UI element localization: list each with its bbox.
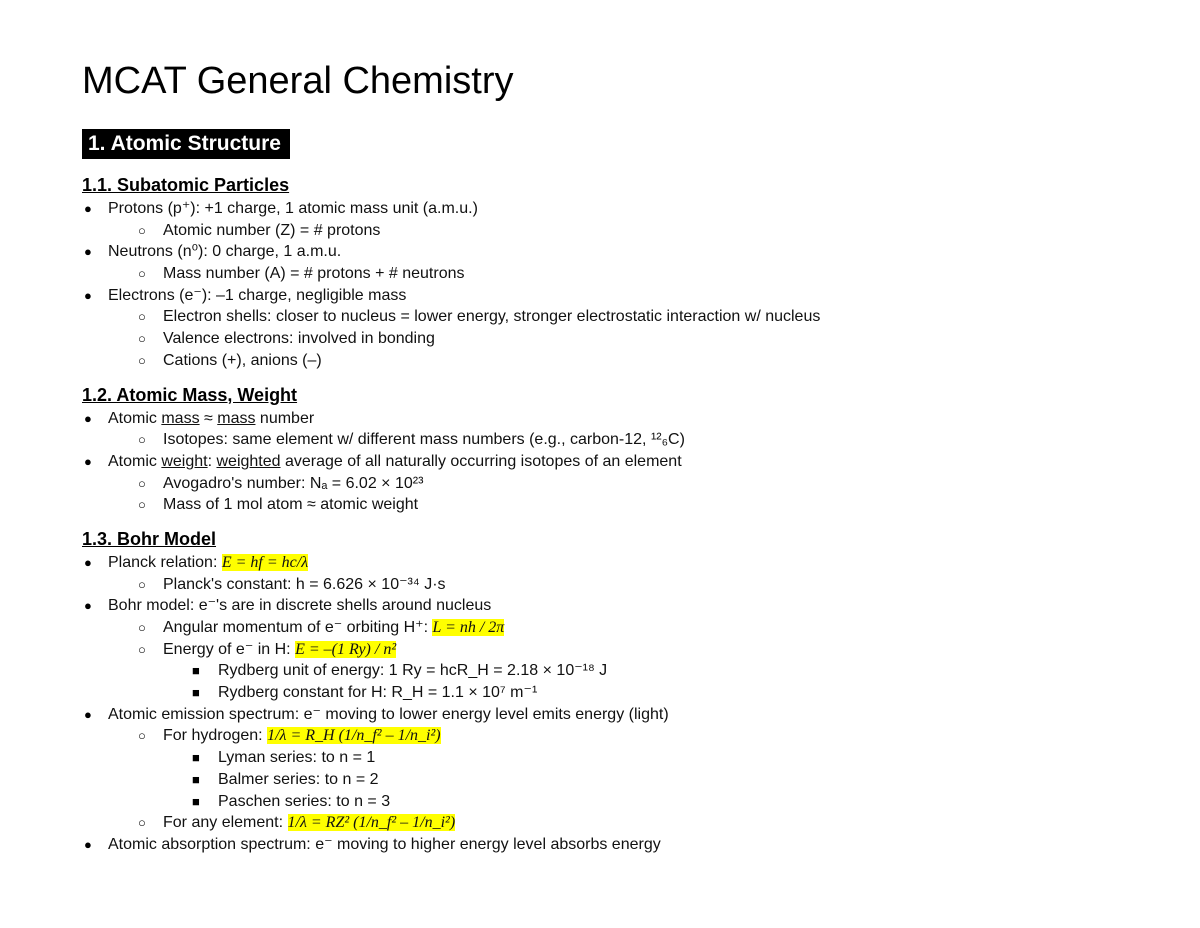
bullet-icon: ● [84, 201, 92, 216]
list-item: ○ For hydrogen: 1/λ = R_H (1/n_f² – 1/n_i²) [82, 725, 1182, 747]
list-item: ■ Rydberg unit of energy: 1 Ry = hcR_H = 2.18 × 10⁻¹⁸ J [82, 660, 1182, 682]
subheading-atomic-mass-weight: 1.2. Atomic Mass, Weight [82, 384, 298, 405]
list-item: ● Bohr model: e⁻'s are in discrete shells around nucleus [82, 595, 1182, 617]
list-atomic-mass-weight [82, 408, 1182, 516]
square-bullet-icon: ■ [192, 750, 200, 766]
bullet-icon: ● [84, 706, 92, 722]
list-item: ○ Mass number (A) = # protons + # neutrons [82, 263, 1182, 285]
highlighted-equation: E = hf = hc/λ [221, 553, 309, 571]
square-bullet-icon: ■ [192, 663, 200, 679]
list-item: ○ Isotopes: same element w/ different mass numbers (e.g., carbon-12, ¹²₆C) [82, 429, 1182, 451]
subheading-bohr-model: 1.3. Bohr Model [82, 528, 217, 549]
list-item: ○ Atomic number (Z) = # protons [82, 220, 1182, 242]
page-title: MCAT General Chemistry [82, 60, 514, 102]
circle-bullet-icon: ○ [138, 641, 146, 657]
list-item: ● Neutrons (n⁰): 0 charge, 1 a.m.u. [82, 241, 1182, 263]
circle-bullet-icon: ○ [138, 620, 146, 635]
circle-bullet-icon: ○ [138, 815, 146, 831]
highlighted-equation: 1/λ = RZ² (1/n_f² – 1/n_i²) [287, 814, 456, 832]
list-item: ○ Angular momentum of e⁻ orbiting H⁺: L = nh / 2π [82, 617, 1182, 639]
list-item: ■ Lyman series: to n = 1 [82, 747, 1182, 769]
list-item: ○ Cations (+), anions (–) [82, 350, 1182, 372]
list-item: ● Atomic absorption spectrum: e⁻ moving to higher energy level absorbs energy [82, 834, 1182, 856]
circle-bullet-icon: ○ [138, 728, 146, 744]
bullet-icon: ● [84, 598, 92, 614]
circle-bullet-icon: ○ [138, 475, 146, 491]
highlighted-equation: E = –(1 Ry) / n² [295, 640, 397, 658]
list-bohr-model [82, 552, 1182, 856]
highlighted-equation: 1/λ = R_H (1/n_f² – 1/n_i²) [267, 727, 441, 745]
list-item: ● Atomic emission spectrum: e⁻ moving to lower energy level emits energy (light) [82, 704, 1182, 726]
list-item: ○ Electron shells: closer to nucleus = lower energy, stronger electrostatic interaction w/ nucleus [82, 306, 1182, 328]
square-bullet-icon: ■ [192, 685, 200, 701]
list-item: ■ Paschen series: to n = 3 [82, 791, 1182, 813]
bullet-icon: ● [84, 453, 92, 469]
list-item: ● Protons (p⁺): +1 charge, 1 atomic mass unit (a.m.u.) [82, 198, 1182, 220]
list-item: ■ Balmer series: to n = 2 [82, 769, 1182, 791]
circle-bullet-icon: ○ [138, 222, 146, 238]
highlighted-equation: L = nh / 2π [432, 619, 505, 636]
bullet-icon: ● [84, 410, 92, 426]
list-item: ○ Mass of 1 mol atom ≈ atomic weight [82, 494, 1182, 516]
circle-bullet-icon: ○ [138, 331, 146, 347]
list-subatomic-particles [82, 198, 1182, 372]
bullet-icon: ● [84, 287, 92, 303]
list-item: ○ Planck's constant: h = 6.626 × 10⁻³⁴ J·s [82, 574, 1182, 596]
subheading-subatomic-particles: 1.1. Subatomic Particles [82, 175, 290, 195]
list-item: ● Electrons (e⁻): –1 charge, negligible mass [82, 285, 1182, 307]
circle-bullet-icon: ○ [138, 576, 146, 592]
circle-bullet-icon: ○ [138, 497, 146, 513]
circle-bullet-icon: ○ [138, 432, 146, 448]
bullet-icon: ● [84, 554, 92, 570]
list-item: ■ Rydberg constant for H: R_H = 1.1 × 10⁷ m⁻¹ [82, 682, 1182, 704]
circle-bullet-icon: ○ [138, 352, 146, 368]
bullet-icon: ● [84, 836, 92, 852]
list-item: ○ Valence electrons: involved in bonding [82, 328, 1182, 350]
list-item: ● Planck relation: E = hf = hc/λ [82, 552, 1182, 574]
list-item: ● Atomic weight: weighted average of all naturally occurring isotopes of an element [82, 451, 1182, 473]
list-item: ○ Avogadro's number: Nₐ = 6.02 × 10²³ [82, 473, 1182, 495]
square-bullet-icon: ■ [192, 771, 200, 787]
square-bullet-icon: ■ [192, 793, 200, 809]
circle-bullet-icon: ○ [138, 309, 146, 325]
section-heading: 1. Atomic Structure [82, 129, 290, 159]
list-item: ○ For any element: 1/λ = RZ² (1/n_f² – 1/n_i²) [82, 812, 1182, 834]
list-item: ● Atomic mass ≈ mass number [82, 408, 1182, 430]
list-item: ○ Energy of e⁻ in H: E = –(1 Ry) / n² [82, 639, 1182, 661]
bullet-icon: ● [84, 244, 92, 260]
content [82, 172, 1182, 856]
circle-bullet-icon: ○ [138, 266, 146, 282]
